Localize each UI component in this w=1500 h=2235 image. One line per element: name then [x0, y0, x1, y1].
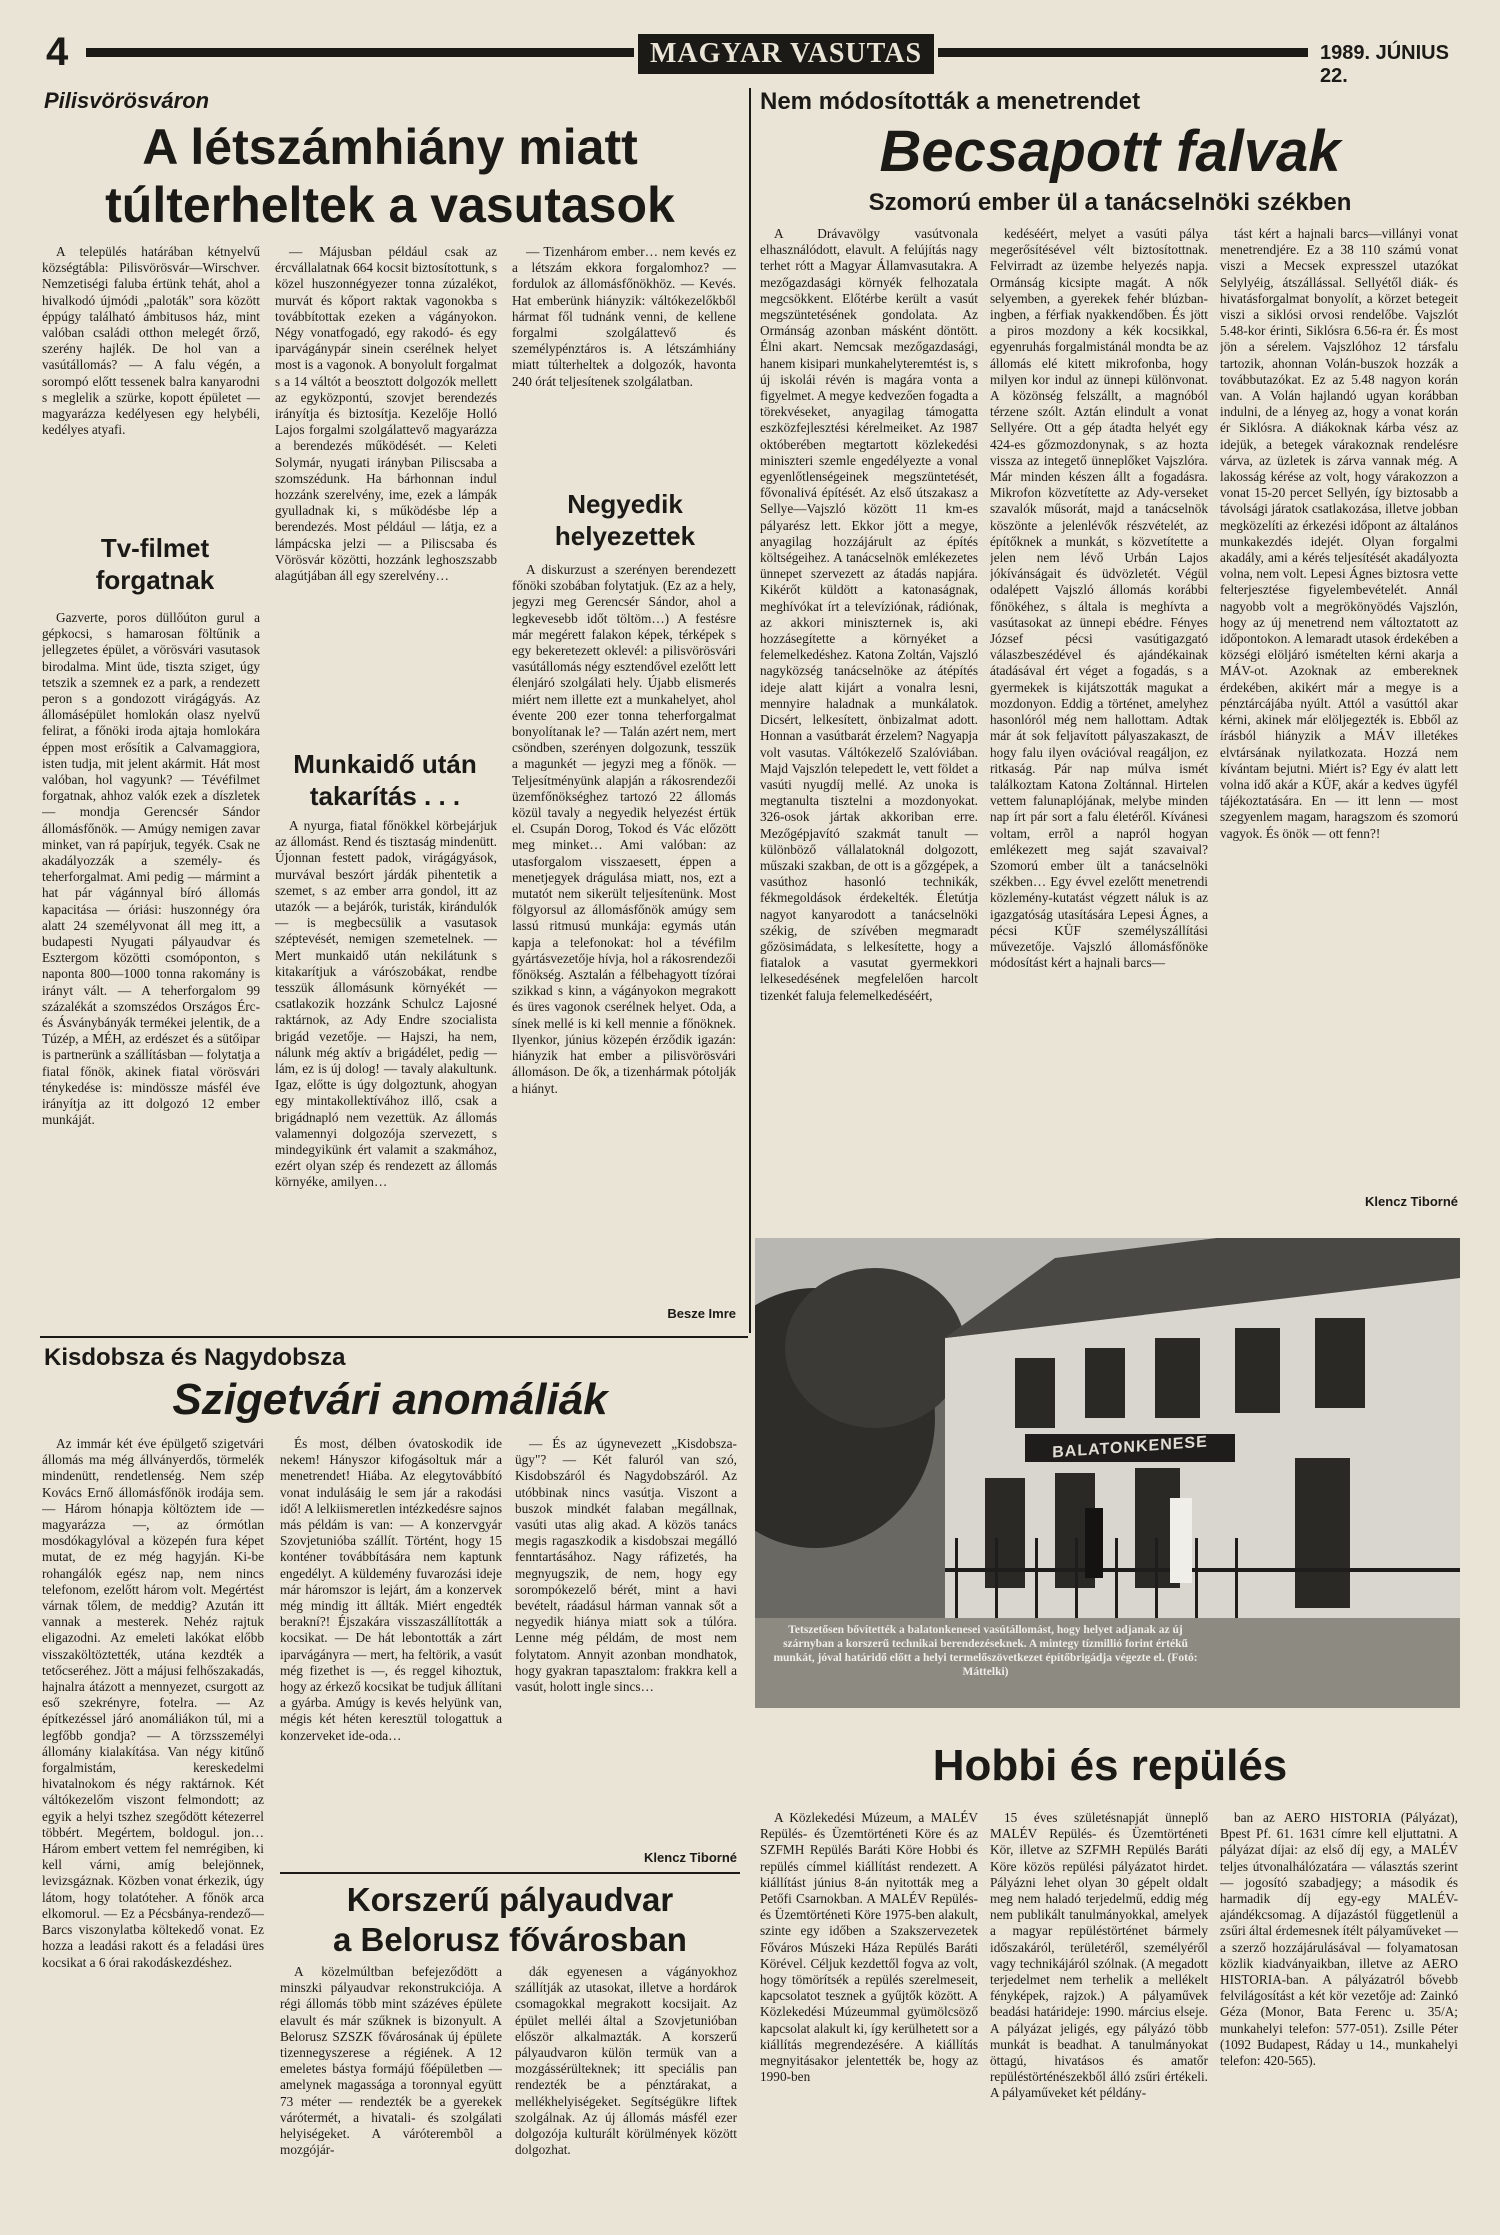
- art1-col2b-text: A nyurga, fiatal főnökkel körbejárjuk az állomást. Rend és tisztaság mindenütt. Újonnan festett padok, virágágyások, murvával beszórt járdák pihentetik a szemet, s az ember arra gondol, itt az utazók — a bejárók, turisták, kirándulók — is megbecsülik a vasutasok széptevését, nemigen szemetelnek. — Mert munkaidő után nekilátunk s kitakarítjuk a várószobákat, rendbe tesszük állomásunk környékét — csatlakozik hozzánk Schulcz Lajosné raktárnok, az Ady Endre szocialista brigád vezetője. — Hajszi, ha nem, nálunk még aktív a brigádélet, pedig — lám, ez is új dolog! — tavaly alakultunk. Igaz, előtte is úgy dolgoztunk, ahogyan egy mintakollektívához illő, csak a brigádnapló nem vezettük. Az állomás valamennyi dolgozója szervezett, s mindegyikünk ért valamit a szakmához, ezért olyan szép és rendezett az állomás környéke, amilyen…: [275, 818, 497, 1190]
- art5-col2: [990, 1810, 1208, 2210]
- issue-date: 1989. JÚNIUS 22.: [1320, 42, 1449, 87]
- station-sign-text: BALATONKENESE: [1052, 1433, 1208, 1462]
- art3-byline: Klencz Tiborné: [644, 1850, 737, 1865]
- art1-kicker: Pilisvörösváron: [44, 88, 210, 113]
- art1-col1-text: A település határában kétnyelvű községtábla: Pilisvörösvár—Wirschver. Nemzetiségi faluba értünk tehát, ahol a hivalkodó újmódi „paloták" sora között éppúgy található ámbitusos ház, mint valóban családi otthon melegét őrző, szerény hajlék. De hol van a vasútállomás? — A falu végén, a sorompó előtt tessenek balra kanyarodni s meglelik a szürke, kopott épületet — magyarázza kedélyesen egy helybéli, kedélyes atyafi.: [42, 244, 260, 438]
- art3-col1-text: Az immár két éve épülgető szigetvári állomás ma még állványerdős, törmelék mindenütt, rendetlenség. Nem szép Kovács Ernő állomásfőnök irodája sem. — Három hónapja költöztem ide — magyarázza —, az órmótlan mosdókagylóval a közepén fura képet mutat, de ez még hagyján. Ki-be rohangálók egész nap, nem nincs telefonom, ezelőtt három volt. Megértést várnak tőlem, de meddig? Azután itt vannak a mesterek. Nehéz rajtuk eligazodni. Az emeleti lakókat előbb visszaköltöztették, utána kezdték a tetőcseréhez. Jött a májusi felhőszakadás, hajnalra átázott a mennyezet, csurgott az eső szekrényre, fotelra. — Az építkezéssel járó anomáliákon túl, mi a legfőbb gondja? — A törzsszemélyi állomány kialakítása. Van négy kitűnő forgalmistám, kereskedelmi hivatalnokom és négy raktárnok. Két váltókezelőm viszont felmondott; az egyik a helyi tszhez szegődött kétezerrel többért. Megértem, boldogul. jon… Három embert vettem fel nemrégiben, ki kell várni, amíg belejönnek, levizsgáznak. Közben vonat érkezik, úgy látom, hogy tolatóteher. A főnök arca elkomorul. — Ez a Pécsbánya-rendező—Barcs viszonylatba költekedő vonat. Ez hozza a leadási rakott és a feladási üres kocsikat a 6 órai rakodáskezdéshez.: [42, 1436, 264, 1970]
- column-divider: [749, 88, 751, 1333]
- art2-col3-text: tást kért a hajnali barcs—villányi vonat menetrendjére. Ez a 38 110 számú vonat viszi a Mecsek expresszel utazókat Selylyéig, átszállással. Sellyétől diák- és hivatásforgalmat bonyolít, a körzet betegeit viszi a siklósi orvosi rendelőbe. Vajszlót 5.48-kor érinti, Siklósra 6.56-ra ér. És most jön a sérelem. Vajszlóhoz 12 társfalu tartozik, ahonnan Volán-buszok hozzák a továbbutazókat. Ez az 5.48 nagyon korán van. A Volán hajlandó ugyan korábban indulni, de a lényeg az, hogy a vonat korán ér Siklósra. A diákoknak kárba vész az idejük, a betegek várakoznak rendelésre várva, az üzletek is zárva vannak még. A lakosság kérése az volt, hogy várakozzon a vonat 15-20 percet Sellyén, így biztosabb a távolsági járatok csatlakozása, illetve jobban megközelíti az érkezési időpont az általános munkakezdés idejét. Olyan forgalmi akadály, ami a kérés teljesítését akadályozta volna, nem volt. Lepesi Ágnes biztosra vette felterjesztése figyelembevételét. Annál nagyobb volt a megrökönyödés Vajszlón, hogy az új menetrend nem változtatott az időpontokon. A lemaradt utasok érdekében a községi elöljáró ismételten kérni akarja a MÁV-ot. Azoknak az embereknek érdekében, akikért már a megye is a pénztárcájába nyúlt. Attól a vasúttól akar kérni, akinek már elöljegezték is. Ebből az írásból hiányzik a MÁV illetékes elvtársának nyilatkozata. Hozzá nem kívántam bejutni. Miért is? Egy év alatt lett volna idő akár a KÜF, akár a kedves ügyfél tájékoztatására. En — itt lenn — most szegyenlem magam, haragszom és szomorú vagyok. És önök — ott fenn?!: [1220, 226, 1458, 841]
- art5-col2-text: 15 éves születésnapját ünneplő MALÉV Repülés- és Üzemtörténeti Kör, illetve az SZFMH Repülés Baráti Köre közös repülési pályázatot hirdet. Pályázni lehet olyan 30 gépelt oldalt meg nem haladó terjedelmű, eddig még nem publikált tanulmányokkal, amelyek a magyar repüléstörténet bármely időszakáról, területéről, személyéről vagy technikájáról szólnak. (A megadott terjedelmet nem terhelik a mellékelt fényképek, rajzok.) A pályaművek beadási határideje: 1990. március elseje. A pályázat jeligés, egy pályázó több munkát is beadhat. A tanulmányokat öttagú, hivatásos és amatőr repüléstörténészekből álló zsűri értékeli. A pályaműveket két példány-: [990, 1810, 1208, 2101]
- art2-kicker: Nem módosították a menetrendet: [760, 88, 1141, 115]
- art5-col1: [760, 1810, 978, 2210]
- art1-byline: Besze Imre: [667, 1306, 736, 1321]
- art4-rule: [280, 1872, 740, 1874]
- art1-title: [40, 118, 740, 234]
- art3-col1: [42, 1436, 264, 2216]
- art1-col1b: [42, 610, 260, 1330]
- art2-col1: [760, 226, 978, 1232]
- art1-col3-text: — Tizenhárom ember… nem kevés ez a létszám ekkora forgalomhoz? — fordulok az állomásfőnökhöz. — Kevés. Hat emberünk hiányzik: váltókezelőkből hármat fől tudnánk venni, de kellene forgalmi szolgálattevő és személypénztáros is. A létszámhiány miatt túlterheltek a dolgozók, havonta 240 órát teljesítenek szolgálatban.: [512, 244, 736, 389]
- art3-col2b: [515, 1436, 737, 1836]
- art1-col3: [512, 244, 736, 476]
- art1-col2b: [275, 818, 497, 1328]
- art4-title: [280, 1880, 740, 1960]
- art4-title-line1: Korszerű pályaudvar: [346, 1881, 674, 1918]
- art4-title-line2: a Belorusz fővárosban: [333, 1921, 687, 1958]
- art1-col3b: [512, 562, 736, 1302]
- art1-col1b-text: Gazverte, poros düllőúton gurul a gépkocsi, s hamarosan föltűnik a jellegzetes épület, a vörösvári vasutasok birodalma. Mint üde, tiszta sziget, úgy tetszik a szemnek ez a park, a rendezett peron s a gondozott virágágyás. Az állomásépület homlokán olasz nyelvű felirat, a főnöki iroda ajtaja homlokára éppen most erősítik a Calvamaggiora, isten tudja, mit jelent akármit. Hát most valóban, hol vagyunk? — Tévéfilmet forgatnak, ahhoz valók ezek a díszletek — mondja Gerencsér Sándor állomásfőnök. — Amúgy nemigen zavar minket, van rá papírjuk, tegyék. Csak ne akadályozzák a személy- és teherforgalmat. Ami pedig — mármint a hat pár vágánnyal bíró állomás kapacitása — óriási: huszonnégy óra alatt 24 személyvonat áll meg itt, a budapesti Nyugati pályaudvar és Esztergom közötti csomóponton, s naponta 800—1000 tonna rakomány is irányt vált. — A teherforgalom 99 százalékát a szomszédos Országos Érc- és Ásványbányák termékei jelentik, de a Túzép, a MÉH, az erdészet és a sütőipar is partnerünk a szállításban — folytatja a fiatal főnök, akinek fiatal vörösvári ténykedése is: mindössze másfél éve irányítja az itt dolgozó 12 ember munkáját.: [42, 610, 260, 1128]
- photo-caption: Tetszetősen bővítették a balatonkenesei vasútállomást, hogy helyet adjanak az új szárnyban a korszerű technikai berendezéseknek. A mintegy tízmillió forint értékű munkát, jóval határidő előtt a helyi termelőszövetkezet építőbrigádja végezte el. (Fotó: Máttelki): [773, 1624, 1198, 1678]
- page-number: 4: [46, 30, 69, 74]
- art3-kicker: Kisdobsza és Nagydobsza: [44, 1344, 346, 1371]
- art3-col2-text: És most, délben óvatoskodik ide nekem! Hányszor kifogásoltuk már a menetrendet! Hiába. Az elegytovábbító vonat indulásáig le sem jár a rakodási idő! A lelkiismeretlen intézkedésre sajnos más példám is van: — A konzervgyár Szovjetunióba szállít. Történt, hogy 15 konténer továbbítására nem kaptunk engedélyt. A küldemény fuvarozási ideje már háromszor is lejárt, ám a konzervek még mindig itt állták. Miért engedték berakní?! Éjszakára visszaszállították a kocsikat. — De hát lebontották a zárt iparvágányra — mert, ha feltörik, a vasút még fizethet is —, és reggel kihoztuk, hogy az érkező kocsikat be tudjuk állítani a gyárba. Amúgy is kevés helyünk van, mégis két héten keresztül tologattuk a konzerveket ide-oda…: [280, 1436, 502, 1743]
- art3-col2b-text: — És az úgynevezett „Kisdobsza-ügy"? — Két faluról van szó, Kisdobszáról és Nagydobszáról. Az utóbbinak nincs vasútja. Viszont a buszok mindkét falaban megállnak, vasúti utas alig akad. A közös tanács megis ragaszkodik a kisdobszai megálló fenntartásához. Nagy ráfizetés, ha megnyugszik, de nem, hogy egy sorompókezelő bérét, mint a havi bevételt, ráadásul hárman vannak sőt a negyedik hiánya miatt sok a túlóra. Lenne még példám, de most nem folytatom. Annyit azonban mondhatok, hogy gyakran tapasztalom: frakkra kell a vasút, holott ingle sincs…: [515, 1436, 737, 1695]
- art4-col1: [280, 1964, 502, 2216]
- art2-byline: Klencz Tiborné: [1365, 1194, 1458, 1209]
- art5-title: Hobbi és repülés: [932, 1741, 1288, 1790]
- art1-col2-text: — Májusban például csak az ércvállalatnak 664 kocsit biztosítottunk, s közel huszonnégyezer tonna zúzalékot, murvát és kőport raktak vagonokba s továbbítottak ezeken a vágányokon. Négy vonatfogadó, egy rakodó- és egy iparvágánypár sinein cserélnek helyet most is a vagonok. A bonyolult forgalmat s a 14 váltót a beosztott dolgozók mellett az egyközpontú, szovjet berendezés irányítja és biztosítja. Kezelője Holló Lajos forgalmi szolgálattevő magyarázza a berendezés működését. — Keleti Solymár, nyugati irányban Piliscsaba a szomszédunk. Ha bárhonnan indul hozzánk szerelvény, ime, ezek a lámpák gyulladnak ki, s működésbe lép a berendezés. Most például — látja, ez a lámpácska jelzi — a Piliscsaba és Vörösvár közötti, hozzánk leghoszszabb alagútjában áll egy szerelvény…: [275, 244, 497, 584]
- art5-col1-text: A Közlekedési Múzeum, a MALÉV Repülés- és Üzemtörténeti Köre és az SZFMH Repülés Baráti Köre Hobbi és repülés címmel kiállítást rendezett. A kiállítást június 8-án nyitották meg a Petőfi Csarnokban. A MALÉV Repülés- és Üzemtörténeti Köre 1975-ben alakult, szinte egy időben a Szakszervezetek Főváros Múszeki Háza Repülés Baráti Körével. Céljuk kezdettől fogva az volt, hogy tömörítsék a repülés szerelmeseit, kapcsolatot tesznek a gyűjtők között. A Közlekedési Múzeummal gyümölcsöző kapcsolat alakult ki, így kerülhetett sor a kiállítás megrendezésére. A kiállítás megnyitásakor jelentették be, hogy az 1990-ben: [760, 1810, 978, 2085]
- art2-subtitle: Szomorú ember ül a tanácselnöki székben: [868, 189, 1352, 216]
- art1-col3b-text: A diskurzust a szerényen berendezett főnöki szobában folytatjuk. (Ez az a hely, jegyzi meg Gerencsér Sándor, ahol a legkevesebb időt töltöm…) A festésre már megérett falakon képek, térképek s egy bekeretezett oklevél: a pilisvörösvári vasútállomás négy esztendővel ezelőtt lett élenjáró szolgálati hely. Újabb elismerés miért nem illette ezt a munkahelyet, ahol évente 200 ezer tonna teherforgalmat bonyolítanak le? — Talán azért nem, mert csöndben, szerényen dolgozunk, tesszük a magunkét — jegyzi meg a főnök. — Teljesítményünk alapján a rákosrendezői üzemfőnökséghez tartozó 22 állomás közül tavaly a negyedik helyezést értük el. Csupán Dorog, Tokod és Vác előzött meg minket… Ami valóban: az utasforgalom visszaesett, éppen a menetjegyek drágulása miatt, nos, ezt a mutatót nem sikerült teljesítenünk. Most fölgyorsul az állomásfőnök amúgy sem lassú ritmusú munkája: egymás után kapja a telefonokat: hol a tévéfilm gyártásvezetője hívja, hol a rákosrendezői főnökség. Asztalán a félbehagyott tízórai szikkad s kinn, a vágányokon megrakott és üres vagonok cserélnek helyet. Oda, a sínek mellé is ki kell mennie a főnöknek. Ilyenkor, június közepén érződik igazán: hiányzik hat ember a pilisvörösvári állomáson. De ők, a tizenhármak pótolják a hiányt.: [512, 562, 736, 1096]
- art1-title-line2: túlterheltek a vasutasok: [105, 177, 675, 233]
- masthead-rule-right: [938, 48, 1308, 57]
- paper-name: MAGYAR VASUTAS: [638, 34, 934, 74]
- art2-col3: [1220, 226, 1458, 1186]
- art4-col1-text: A közelmúltban befejeződött a minszki pályaudvar rekonstrukciója. A régi állomás több mint százéves épülete elavult és már szűknek is bizonyult. A Belorusz SZSZK fővárosának új épülete tizennegyszerese a régiének. A 12 emeletes bástya formájú főépületben — amelynek magassága a toronnyal együtt 73 méter — rendezték be a gyerekek várótermét, a hivatali- és szolgálati helyiségeket. A váróterembõl a mozgójár-: [280, 1964, 502, 2158]
- art5-col3-text: ban az AERO HISTORIA (Pályázat), Bpest Pf. 61. 1631 címre kell eljuttatni. A pályázat díjai: az első díj egy, a MALÉV teljes útvonalhálózatára — választás szerint — jogosító szabadjegy; a második és harmadik díj egy-egy MALÉV-ajándékcsomag. A díjazástól függetlenül a zsűri által érdemesnek ítélt pályaműveket — a szerző hozzájárulásával — folyamatosan közlik kiadványaikban, illetve az AERO HISTORIA-ban. A pályázatról bővebb felvilágosítást a két kör vezetője ad: Zainkó Géza (Monor, Bata Ferenc u. 35/A; munkahelyi telefon: 577-051). Zsille Péter (1092 Budapest, Ráday u 14., munkahelyi telefon: 420-565).: [1220, 1810, 1458, 2069]
- station-photo: [755, 1238, 1460, 1708]
- art2-col2: [990, 226, 1208, 1232]
- art2-col1-text: A Drávavölgy vasútvonala elhasználódott, elavult. A felújítás nagy terhet rótt a Magyar Államvasutakra. A mezőgazdasági környék felhozatala megcsökkent. Előtérbe került a vasút megszüntetésének gondolata. Az Ormánság azonban másként döntött. Élni akart. Nemcsak mezőgazdasági, hanem kisipari munkahelyteremtést is, s új iskolái révén is magára vonta a figyelmet. A megye kedvezően fogadta a törekvéseket, anyagilag támogatta eszközfejlesztési kérelmeiket. Az 1987 októberében megtartott közlekedési miniszteri szemle engedélyezte a vonal egyenlőtlenségeinek megszüntetését, fővonalivá építését. Az első útszakasz a Sellye—Vajszló között 11 km-es pályarész lett. Ekkor jött a megye, anyagilag hozzájárult az építés költségeihez. A tanácselnök emlékezetes ünnepet szervezett az átadás napjára. Kikérőt küldött a katonaságnak, meghívókat írt a televíziónak, rádiónak, az akkori miniszternek is, aki hozzásegítette a környéket a felemelkedéshez. Katona Zoltán, Vajszló nagyközség tanácselnöke az átépítés ideje alatt kijárt a vonalra lesni, mennyire haladnak a munkálatok. Dicsért, lelkesített, önbizalmat adott. Honnan a vasútbarát érzelem? Nagyapja volt vasutas. Váltókezelő Szalóviában. Majd Vajszlón telepedett le, vett földet a vasúti nyugdíj mellé. Az unoka is megtanulta tisztelni a mozdonyokat. 326-osok jártak akkoriban erre. Mezőgépjavító szakmát tanult — különböző vállalatoknál dolgozott, műszaki szakban, de ott is a gőzgépek, a vasúthoz hasonló technikák, fékmegoldások érdekelték. Életútja nagyot kanyarodott a tanácselnöki székig, de szívében megmaradt gőzösimádata, s lelkesítette, hogy a fiatalok a vasutat gyermekkori lelkesedésének megfelelően harcolt tizenkét faluja felemelkedéséért,: [760, 226, 978, 1003]
- art2-col2-text: kedéséért, melyet a vasúti pálya megerősítésével vélt biztosítottnak. Felvirradt az üzembe helyezés napja. Ormánság kicsipte magát. A nők selyemben, a gyerekek fehér blúzban-ingben, a férfiak nyakkendőben. És jött a piros mozdony a kék kocsikkal, egyenruhás forgalmistánál mondta be az állomás elé kitett mikrofonba, hogy milyen kor indul az ünnepi különvonat. A közönség felszállt, a magnóból térzene szólt. Aztán elindult a vonat Sellyére. Ott a gép átadta helyét egy 424-es gőzmozdonynak, s az hozta vissza az integető ünneplőket Vajszlóra. Már minden készen állt a fogadásra. Mikrofon közvetítette az Ady-verseket szavalók műsorát, majd a tanácselnök köszönte a jelenlévők részvételét, az építőknek a munkát, s közvetítette a jelen nem lévő Urbán Lajos jókívánságait és üdvözletét. Végül odalépett Vajszló állomás korábbi főnökéhez, s általa is meghívta a vasútasokat az ünnepi ebédre. Fényes József pécsi vasútigazgató válaszbeszédével és ajándékainak átadásával ért véget a fogadás, s a gyermekek is kijátszották magukat a mozdonyon. Eddig a történet, amelyhez hasonlóról még nem hallottam. Adtak már át sok feljavított pályaszakaszt, de hogy falu ilyen ovációval reagáljon, ez ritkaság. Pár nap múlva ismét találkoztam Katona Zoltánnal. Hirtelen vettem falunaplójának, melybe minden nap írt pár sort a falu életéről. Kívánesi voltam, errõl a napról hogyan emlékezett meg saját szavaival? Szomorú ember ült a tanácselnöki székben… Egy évvel ezelőtt menetrendi közlemény-kutatást végzett náluk is az igazgatóság utasítására Lepesi Ágnes, a pécsi KÜF személyszállítási művezetője. Vajszló állomásfőnöke módosítást kért a hajnali barcs—: [990, 226, 1208, 971]
- masthead-rule-left: [86, 48, 634, 57]
- masthead: [38, 30, 1468, 87]
- art1-subhead-munkaido: Munkaidő után takarítás . . .: [293, 749, 477, 811]
- art1-subhead-negyedik: Negyedik helyezettek: [554, 489, 696, 551]
- art3-title: Szigetvári anomáliák: [172, 1375, 608, 1424]
- art1-col2: [275, 244, 497, 714]
- art4-col2: [515, 1964, 737, 2216]
- art3-col2: [280, 1436, 502, 1856]
- art1-col1: [42, 244, 260, 526]
- art4-col2-text: dák egyenesen a vágányokhoz szállítják az utasokat, illetve a hordárok csomagokkal megrakott kocsijait. Az épület melléi által a Szovjetunióban először alkalmazták. A korszerű pályaudvaron külön termük van a mozgássérülteknek; itt speciális pan rendezték be a pénztárakat, a mellékhelyiségeket. Segítségükre liftek szolgálnak. Az új állomás másfél ezer dolgozója kulturált körülmények között dolgozhat.: [515, 1964, 737, 2158]
- art5-col3: [1220, 1810, 1458, 2210]
- art1-title-line1: A létszámhiány miatt: [142, 119, 638, 175]
- art2-title: Becsapott falvak: [879, 119, 1341, 184]
- section-rule: [40, 1336, 748, 1338]
- art1-subhead-tvfilm: Tv-filmet forgatnak: [95, 533, 215, 595]
